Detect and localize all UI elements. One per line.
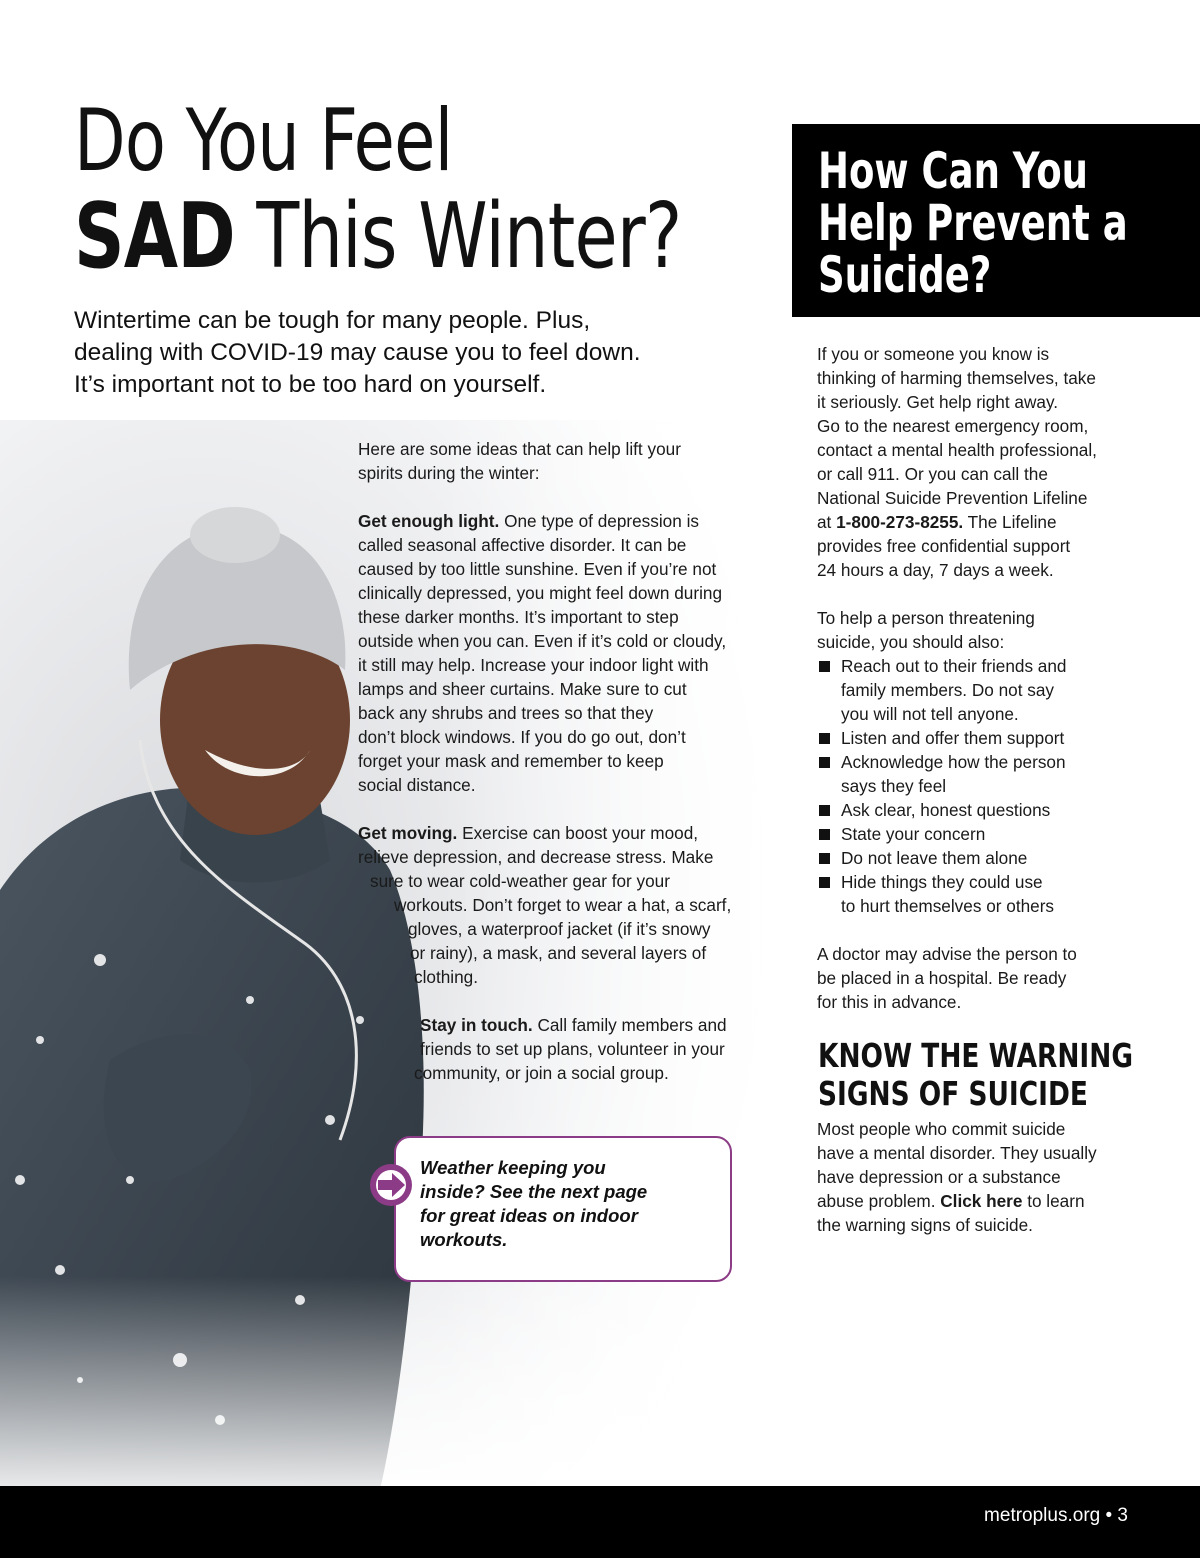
text-fragment: One type of depression is	[499, 511, 699, 531]
sidebar-title-line: How Can You	[818, 142, 1088, 200]
text-line: relieve depression, and decrease stress. Make	[358, 847, 714, 867]
list-item-text: Do not leave them alone	[841, 848, 1028, 868]
list-item-text: to hurt themselves or others	[841, 896, 1055, 916]
text-line	[817, 1189, 1147, 1213]
list-item	[817, 798, 1147, 822]
bullet-square-icon	[819, 733, 830, 744]
text-line: or call 911. Or you can call the	[817, 464, 1048, 484]
text-line: caused by too little sunshine. Even if you’re not	[358, 559, 717, 579]
text-line: these darker months. It’s important to step	[358, 607, 679, 627]
list-item	[817, 750, 1147, 774]
callout-line: workouts.	[420, 1229, 508, 1250]
text-line	[358, 821, 778, 845]
list-item-text: Reach out to their friends and	[841, 656, 1067, 676]
text-fragment: Exercise can boost your mood,	[457, 823, 699, 843]
text-line: be placed in a hospital. Be ready	[817, 968, 1067, 988]
title-sad-word: SAD	[74, 184, 235, 289]
text-line: gloves, a waterproof jacket (if it’s snowy	[408, 919, 711, 939]
title-line-1: Do You Feel	[74, 91, 453, 191]
text-line: or rainy), a mask, and several layers of	[410, 943, 707, 963]
right-arrow-icon	[368, 1162, 414, 1208]
text-line: friends to set up plans, volunteer in your	[420, 1039, 725, 1059]
tip-light-title: Get enough light.	[358, 511, 500, 531]
text-line	[358, 1013, 778, 1037]
callout-line: for great ideas on indoor	[420, 1205, 638, 1226]
text-fragment: at	[817, 512, 837, 532]
suicide-prevention-column	[817, 342, 1147, 1038]
list-item-text: you will not tell anyone.	[841, 704, 1019, 724]
intro-line: Wintertime can be tough for many people. Plus,	[74, 307, 591, 334]
sidebar-title-line: Help Prevent a	[818, 194, 1128, 252]
callout-line: Weather keeping you	[420, 1157, 606, 1178]
warning-signs-heading	[818, 1037, 1158, 1113]
text-line: To help a person threatening	[817, 608, 1035, 628]
bullet-square-icon	[819, 757, 830, 768]
text-line: have a mental disorder. They usually	[817, 1143, 1097, 1163]
tips-column	[358, 437, 778, 1109]
list-item	[817, 654, 1147, 678]
text-line: A doctor may advise the person to	[817, 944, 1077, 964]
list-item	[817, 870, 1147, 894]
hospital-paragraph	[817, 942, 1147, 1014]
text-fragment: Call family members and	[532, 1015, 727, 1035]
text-line: the warning signs of suicide.	[817, 1215, 1033, 1235]
text-line	[358, 509, 778, 533]
list-item-text: says they feel	[841, 776, 947, 796]
text-line: it still may help. Increase your indoor light with	[358, 655, 709, 675]
text-line: Here are some ideas that can help lift your	[358, 439, 681, 459]
sidebar-title	[818, 142, 1198, 304]
text-line: If you or someone you know is	[817, 344, 1050, 364]
callout-line: inside? See the next page	[420, 1181, 648, 1202]
text-line: spirits during the winter:	[358, 463, 540, 483]
text-line: community, or join a social group.	[414, 1063, 669, 1083]
click-here-link[interactable]: Click here	[940, 1191, 1023, 1211]
tip-touch	[358, 1013, 778, 1085]
tip-moving	[358, 821, 778, 989]
tip-touch-title: Stay in touch.	[420, 1015, 533, 1035]
heading-line: SIGNS OF SUICIDE	[818, 1074, 1088, 1113]
text-line: called seasonal affective disorder. It can be	[358, 535, 687, 555]
text-line	[817, 510, 1147, 534]
list-item	[817, 726, 1147, 750]
text-line: Most people who commit suicide	[817, 1119, 1066, 1139]
list-item-text: family members. Do not say	[841, 680, 1054, 700]
warning-signs-paragraph	[817, 1117, 1147, 1237]
title-line-2	[74, 184, 682, 289]
text-line: forget your mask and remember to keep	[358, 751, 664, 771]
text-line: it seriously. Get help right away.	[817, 392, 1059, 412]
intro-line: dealing with COVID-19 may cause you to feel down.	[74, 339, 641, 366]
bullet-square-icon	[819, 805, 830, 816]
text-line: clinically depressed, you might feel down during	[358, 583, 723, 603]
text-line: outside when you can. Even if it’s cold or cloudy,	[358, 631, 727, 651]
bullet-square-icon	[819, 829, 830, 840]
text-line: don’t block windows. If you do go out, don’t	[358, 727, 686, 747]
intro-paragraph	[74, 305, 754, 401]
list-item-text: Hide things they could use	[841, 872, 1043, 892]
help-list	[817, 606, 1147, 918]
text-line: sure to wear cold-weather gear for your	[370, 871, 670, 891]
list-item-text: Listen and offer them support	[841, 728, 1065, 748]
text-fragment: to learn	[1022, 1191, 1085, 1211]
tip-light	[358, 509, 778, 797]
text-fragment: abuse problem.	[817, 1191, 941, 1211]
intro-line: It’s important not to be too hard on yourself.	[74, 371, 547, 398]
sidebar-title-line: Suicide?	[818, 246, 992, 304]
text-line: for this in advance.	[817, 992, 962, 1012]
text-fragment: The Lifeline	[963, 512, 1057, 532]
text-line: contact a mental health professional,	[817, 440, 1097, 460]
text-line: Go to the nearest emergency room,	[817, 416, 1089, 436]
footer-site-page[interactable]: metroplus.org • 3	[984, 1505, 1128, 1526]
text-line: thinking of harming themselves, take	[817, 368, 1096, 388]
bullet-square-icon	[819, 853, 830, 864]
list-item	[817, 822, 1147, 846]
title-line-2-rest: This Winter?	[234, 184, 682, 289]
text-line: workouts. Don’t forget to wear a hat, a scarf,	[394, 895, 732, 915]
text-line: provides free confidential support	[817, 536, 1071, 556]
tips-lead	[358, 437, 778, 485]
text-line: clothing.	[414, 967, 479, 987]
text-line: lamps and sheer curtains. Make sure to cut	[358, 679, 687, 699]
text-line: suicide, you should also:	[817, 632, 1005, 652]
heading-line: KNOW THE WARNING	[818, 1036, 1134, 1075]
prevention-paragraph	[817, 342, 1147, 582]
page-title	[74, 91, 774, 289]
tip-moving-title: Get moving.	[358, 823, 458, 843]
list-item-text: Ask clear, honest questions	[841, 800, 1051, 820]
bullet-square-icon	[819, 661, 830, 672]
callout-text	[420, 1156, 720, 1252]
text-line: have depression or a substance	[817, 1167, 1061, 1187]
text-line: 24 hours a day, 7 days a week.	[817, 560, 1054, 580]
text-line: social distance.	[358, 775, 476, 795]
list-item	[817, 846, 1147, 870]
text-line: National Suicide Prevention Lifeline	[817, 488, 1088, 508]
text-line: back any shrubs and trees so that they	[358, 703, 654, 723]
list-item-text: State your concern	[841, 824, 986, 844]
lifeline-phone[interactable]: 1-800-273-8255.	[836, 512, 964, 532]
bullet-square-icon	[819, 877, 830, 888]
list-item-text: Acknowledge how the person	[841, 752, 1066, 772]
